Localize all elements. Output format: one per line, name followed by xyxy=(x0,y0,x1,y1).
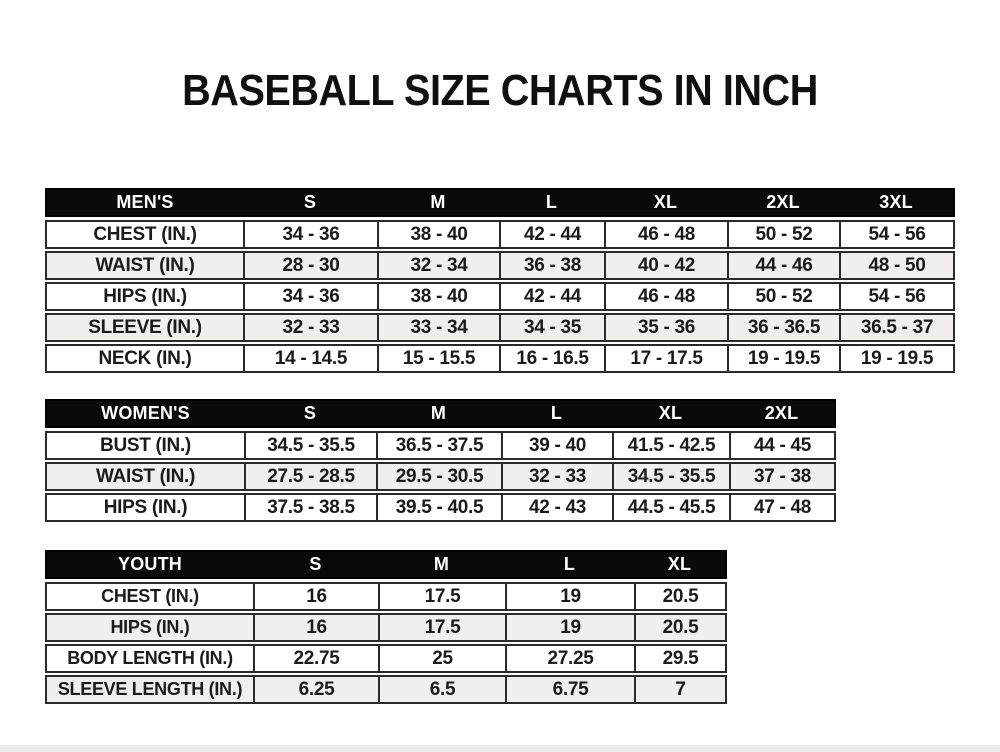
womens-measurement-label-cell: BUST (IN.) xyxy=(100,434,191,456)
mens-value-cell: 34 - 35 xyxy=(499,315,604,340)
womens-value-cell: 29.5 - 30.5 xyxy=(376,464,501,489)
mens-size-header-cell: 3XL xyxy=(879,192,913,212)
womens-data-row xyxy=(45,462,836,491)
mens-value-cell: 46 - 48 xyxy=(604,222,727,247)
womens-value-cell: 32 - 33 xyxy=(501,464,612,489)
mens-value-cell: 48 - 50 xyxy=(839,253,953,278)
youth-value-cell: 7 xyxy=(634,677,725,702)
womens-group-header-cell: WOMEN'S xyxy=(101,403,190,423)
mens-value-cell: 16 - 16.5 xyxy=(499,346,604,371)
womens-value-cell: 41.5 - 42.5 xyxy=(612,433,729,458)
youth-value-cell: 27.25 xyxy=(505,646,634,671)
womens-value-cell: 27.5 - 28.5 xyxy=(244,464,376,489)
womens-value-cell: 37 - 38 xyxy=(729,464,834,489)
womens-value-cell: 34.5 - 35.5 xyxy=(244,433,376,458)
mens-value-cell: 34 - 36 xyxy=(243,284,377,309)
womens-value-cell: 44 - 45 xyxy=(729,433,834,458)
youth-value-cell: 22.75 xyxy=(253,646,378,671)
mens-value-cell: 33 - 34 xyxy=(377,315,499,340)
youth-measurement-label-cell: BODY LENGTH (IN.) xyxy=(67,648,233,668)
mens-measurement-label-cell: WAIST (IN.) xyxy=(95,254,195,276)
mens-header-row xyxy=(45,188,955,217)
scan-edge-artifact xyxy=(0,745,1000,752)
mens-value-cell: 28 - 30 xyxy=(243,253,377,278)
mens-value-cell: 38 - 40 xyxy=(377,222,499,247)
mens-value-cell: 36.5 - 37 xyxy=(839,315,953,340)
womens-value-cell: 44.5 - 45.5 xyxy=(612,495,729,520)
mens-value-cell: 54 - 56 xyxy=(839,284,953,309)
mens-value-cell: 42 - 44 xyxy=(499,284,604,309)
mens-measurement-label-cell: SLEEVE (IN.) xyxy=(88,316,202,338)
youth-measurement-label-cell: HIPS (IN.) xyxy=(110,617,190,637)
youth-value-cell: 17.5 xyxy=(378,584,505,609)
mens-size-header-cell: S xyxy=(303,192,317,212)
mens-value-cell: 50 - 52 xyxy=(727,222,839,247)
youth-value-cell: 20.5 xyxy=(634,584,725,609)
mens-group-header-cell: MEN'S xyxy=(116,192,174,212)
youth-value-cell: 6.75 xyxy=(505,677,634,702)
mens-size-header-cell: M xyxy=(430,192,446,212)
mens-value-cell: 46 - 48 xyxy=(604,284,727,309)
youth-measurement-label-cell: SLEEVE LENGTH (IN.) xyxy=(57,679,243,699)
youth-value-cell: 6.25 xyxy=(253,677,378,702)
youth-data-row xyxy=(45,644,727,673)
youth-value-cell: 19 xyxy=(505,584,634,609)
mens-value-cell: 40 - 42 xyxy=(604,253,727,278)
womens-size-header-cell: M xyxy=(430,403,447,423)
youth-value-cell: 29.5 xyxy=(634,646,725,671)
mens-value-cell: 35 - 36 xyxy=(604,315,727,340)
youth-data-row xyxy=(45,675,727,704)
youth-size-header-cell: XL xyxy=(667,554,692,574)
mens-size-header-cell: L xyxy=(545,192,558,212)
womens-size-table xyxy=(45,399,836,524)
mens-value-cell: 42 - 44 xyxy=(499,222,604,247)
mens-value-cell: 19 - 19.5 xyxy=(839,346,953,371)
mens-measurement-label-cell: HIPS (IN.) xyxy=(103,285,187,307)
mens-value-cell: 38 - 40 xyxy=(377,284,499,309)
mens-data-row xyxy=(45,282,955,311)
womens-measurement-label-cell: HIPS (IN.) xyxy=(103,496,188,518)
youth-value-cell: 16 xyxy=(253,615,378,640)
womens-data-row xyxy=(45,493,836,522)
womens-size-header-cell: 2XL xyxy=(764,403,799,423)
mens-size-header-cell: XL xyxy=(653,192,678,212)
mens-data-row xyxy=(45,251,955,280)
womens-data-row xyxy=(45,431,836,460)
youth-value-cell: 16 xyxy=(253,584,378,609)
mens-measurement-label-cell: NECK (IN.) xyxy=(98,347,192,369)
youth-data-row xyxy=(45,582,727,611)
youth-group-header-cell: YOUTH xyxy=(118,554,182,574)
womens-value-cell: 39.5 - 40.5 xyxy=(376,495,501,520)
womens-value-cell: 36.5 - 37.5 xyxy=(376,433,501,458)
mens-data-row xyxy=(45,220,955,249)
womens-size-header-cell: XL xyxy=(658,403,683,423)
mens-value-cell: 34 - 36 xyxy=(243,222,377,247)
youth-size-header-cell: M xyxy=(433,554,450,574)
youth-value-cell: 6.5 xyxy=(378,677,505,702)
mens-value-cell: 14 - 14.5 xyxy=(243,346,377,371)
page-title: BASEBALL SIZE CHARTS IN INCH xyxy=(182,66,818,115)
youth-size-header-cell: S xyxy=(309,554,322,574)
youth-data-row xyxy=(45,613,727,642)
womens-header-row xyxy=(45,399,836,428)
mens-value-cell: 19 - 19.5 xyxy=(727,346,839,371)
womens-value-cell: 47 - 48 xyxy=(729,495,834,520)
youth-value-cell: 25 xyxy=(378,646,505,671)
mens-data-row xyxy=(45,344,955,373)
youth-value-cell: 17.5 xyxy=(378,615,505,640)
mens-value-cell: 17 - 17.5 xyxy=(604,346,727,371)
mens-size-header-cell: 2XL xyxy=(766,192,800,212)
mens-value-cell: 32 - 34 xyxy=(377,253,499,278)
youth-measurement-label-cell: CHEST (IN.) xyxy=(101,586,199,606)
mens-size-table xyxy=(45,188,955,375)
mens-value-cell: 32 - 33 xyxy=(243,315,377,340)
mens-value-cell: 50 - 52 xyxy=(727,284,839,309)
womens-size-header-cell: L xyxy=(550,403,563,423)
youth-header-row xyxy=(45,550,727,579)
mens-value-cell: 36 - 38 xyxy=(499,253,604,278)
youth-size-header-cell: L xyxy=(563,554,576,574)
womens-value-cell: 34.5 - 35.5 xyxy=(612,464,729,489)
mens-value-cell: 54 - 56 xyxy=(839,222,953,247)
youth-size-table xyxy=(45,550,727,706)
womens-value-cell: 37.5 - 38.5 xyxy=(244,495,376,520)
mens-value-cell: 15 - 15.5 xyxy=(377,346,499,371)
womens-size-header-cell: S xyxy=(303,403,317,423)
mens-data-row xyxy=(45,313,955,342)
womens-value-cell: 39 - 40 xyxy=(501,433,612,458)
mens-measurement-label-cell: CHEST (IN.) xyxy=(93,223,197,245)
mens-value-cell: 44 - 46 xyxy=(727,253,839,278)
womens-value-cell: 42 - 43 xyxy=(501,495,612,520)
youth-value-cell: 20.5 xyxy=(634,615,725,640)
youth-value-cell: 19 xyxy=(505,615,634,640)
mens-value-cell: 36 - 36.5 xyxy=(727,315,839,340)
womens-measurement-label-cell: WAIST (IN.) xyxy=(95,465,196,487)
